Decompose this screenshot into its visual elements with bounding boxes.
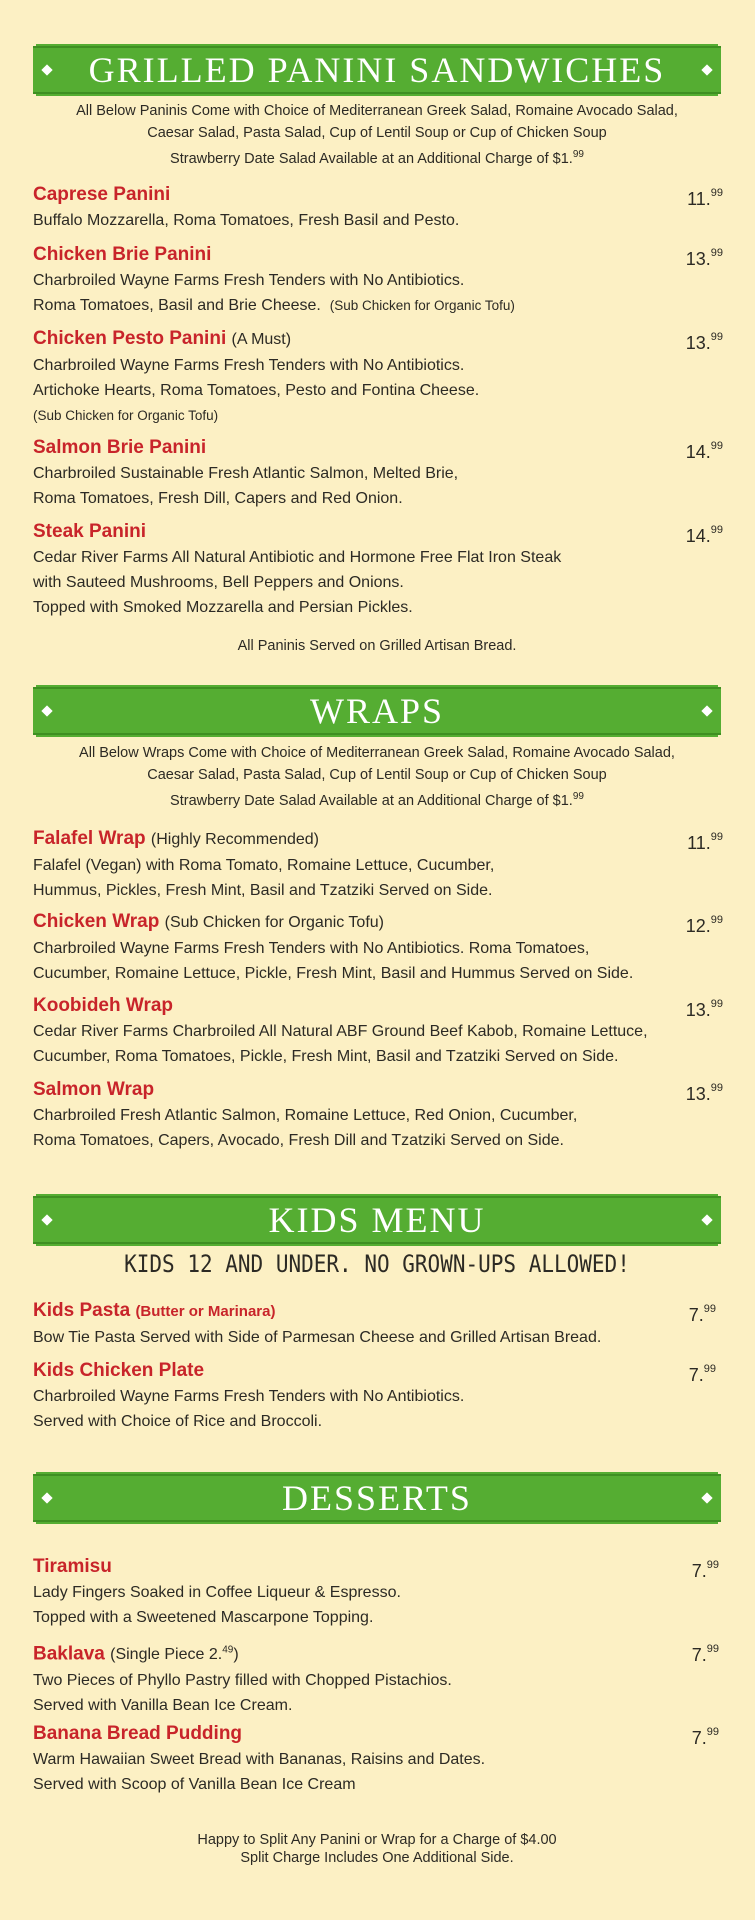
item-description: Charbroiled Sustainable Fresh Atlantic Salmon, Melted Brie, bbox=[33, 465, 459, 482]
item-price: 14.99 bbox=[685, 524, 723, 546]
item-description: with Sauteed Mushrooms, Bell Peppers and Onions. bbox=[33, 574, 404, 591]
item-description: Roma Tomatoes, Fresh Dill, Capers and Red Onion. bbox=[33, 490, 403, 507]
item-description: Cucumber, Romaine Lettuce, Pickle, Fresh Mint, Basil and Hummus Served on Side. bbox=[33, 965, 634, 982]
panini-section-header bbox=[33, 46, 721, 94]
item-description: Charbroiled Fresh Atlantic Salmon, Romaine Lettuce, Red Onion, Cucumber, bbox=[33, 1107, 578, 1124]
panini-note-line: Caesar Salad, Pasta Salad, Cup of Lentil Soup or Cup of Chicken Soup bbox=[147, 125, 607, 141]
menu-item-steak-panini bbox=[33, 519, 723, 620]
diamond-icon bbox=[41, 64, 52, 75]
wraps-note bbox=[33, 742, 721, 812]
item-price: 7.99 bbox=[688, 1303, 716, 1325]
item-description: Roma Tomatoes, Capers, Avocado, Fresh Dill and Tzatziki Served on Side. bbox=[33, 1132, 564, 1149]
menu-item-salmon-wrap bbox=[33, 1077, 723, 1153]
panini-note bbox=[33, 100, 721, 170]
menu-item-falafel-wrap bbox=[33, 826, 723, 903]
item-description: Cedar River Farms Charbroiled All Natural ABF Ground Beef Kabob, Romaine Lettuce, bbox=[33, 1023, 648, 1040]
item-price: 13.99 bbox=[685, 998, 723, 1020]
item-price: 11.99 bbox=[687, 187, 723, 209]
item-description: Cedar River Farms All Natural Antibiotic and Hormone Free Flat Iron Steak bbox=[33, 549, 562, 566]
diamond-icon bbox=[41, 1492, 52, 1503]
item-name: Kids Pasta bbox=[33, 1300, 131, 1321]
diamond-icon bbox=[701, 705, 712, 716]
item-price: 14.99 bbox=[685, 440, 723, 462]
item-price: 13.99 bbox=[685, 331, 723, 353]
desserts-section-header bbox=[33, 1474, 721, 1522]
item-description: Served with Vanilla Bean Ice Cream. bbox=[33, 1697, 293, 1715]
split-charge-line: Happy to Split Any Panini or Wrap for a Charge of $4.00 bbox=[197, 1832, 557, 1848]
item-name: Baklava bbox=[33, 1643, 105, 1665]
diamond-icon bbox=[701, 1214, 712, 1225]
item-name: Chicken Brie Panini bbox=[33, 244, 212, 265]
menu-item-tiramisu bbox=[33, 1554, 719, 1630]
kids-tagline: KIDS 12 AND UNDER. NO GROWN-UPS ALLOWED! bbox=[124, 1250, 630, 1278]
item-description: Topped with Smoked Mozzarella and Persian Pickles. bbox=[33, 599, 413, 616]
wraps-section-header bbox=[33, 687, 721, 735]
item-description: Warm Hawaiian Sweet Bread with Bananas, Raisins and Dates. bbox=[33, 1751, 486, 1768]
item-description: Bow Tie Pasta Served with Side of Parmesan Cheese and Grilled Artisan Bread. bbox=[33, 1329, 602, 1346]
menu-item-banana-bread-pudding bbox=[33, 1721, 719, 1797]
item-name: Chicken Wrap bbox=[33, 911, 160, 932]
kids-section-header bbox=[33, 1196, 721, 1244]
item-description-small: (Sub Chicken for Organic Tofu) bbox=[33, 408, 219, 423]
item-price: 7.99 bbox=[691, 1559, 719, 1581]
kids-section-title: KIDS MENU bbox=[268, 1200, 486, 1240]
panini-note-line: All Below Paninis Come with Choice of Mediterranean Greek Salad, Romaine Avocado Salad, bbox=[76, 103, 678, 119]
item-description: Charbroiled Wayne Farms Fresh Tenders with No Antibiotics. Roma Tomatoes, bbox=[33, 940, 590, 957]
item-description: Charbroiled Wayne Farms Fresh Tenders with No Antibiotics. bbox=[33, 272, 465, 289]
menu-item-koobideh-wrap bbox=[33, 993, 723, 1069]
wraps-note-line: Caesar Salad, Pasta Salad, Cup of Lentil Soup or Cup of Chicken Soup bbox=[147, 767, 607, 783]
item-note: (Single Piece 2.49) bbox=[110, 1645, 239, 1664]
item-name: Caprese Panini bbox=[33, 184, 171, 205]
panini-note-line: Strawberry Date Salad Available at an Additional Charge of $1.99 bbox=[170, 149, 584, 167]
menu-item-chicken-brie-panini bbox=[33, 242, 723, 318]
menu-item-chicken-pesto-panini bbox=[33, 326, 723, 428]
item-price: 7.99 bbox=[688, 1363, 716, 1385]
item-name: Koobideh Wrap bbox=[33, 995, 174, 1016]
item-description: Buffalo Mozzarella, Roma Tomatoes, Fresh Basil and Pesto. bbox=[33, 212, 460, 229]
item-description: Charbroiled Wayne Farms Fresh Tenders with No Antibiotics. bbox=[33, 357, 465, 374]
menu-item-baklava bbox=[33, 1638, 719, 1718]
item-note: (Butter or Marinara) bbox=[135, 1303, 276, 1320]
diamond-icon bbox=[701, 64, 712, 75]
item-note: (Sub Chicken for Organic Tofu) bbox=[164, 914, 384, 931]
item-name: Chicken Pesto Panini bbox=[33, 328, 227, 349]
diamond-icon bbox=[41, 705, 52, 716]
menu-item-caprese-panini bbox=[33, 182, 723, 233]
item-description: Lady Fingers Soaked in Coffee Liqueur & Espresso. bbox=[33, 1584, 401, 1601]
item-name: Steak Panini bbox=[33, 521, 146, 542]
diamond-icon bbox=[701, 1492, 712, 1503]
menu-item-kids-chicken-plate bbox=[33, 1358, 716, 1434]
item-description: Charbroiled Wayne Farms Fresh Tenders with No Antibiotics. bbox=[33, 1388, 465, 1405]
split-charge-note bbox=[33, 1831, 721, 1867]
diamond-icon bbox=[41, 1214, 52, 1225]
wraps-note-line: All Below Wraps Come with Choice of Mediterranean Greek Salad, Romaine Avocado Salad, bbox=[79, 745, 675, 761]
item-description: Topped with a Sweetened Mascarpone Topping. bbox=[33, 1609, 374, 1626]
wraps-note-line: Strawberry Date Salad Available at an Additional Charge of $1.99 bbox=[170, 791, 584, 809]
item-price: 13.99 bbox=[685, 247, 723, 269]
item-name: Salmon Wrap bbox=[33, 1079, 155, 1100]
split-charge-line: Split Charge Includes One Additional Side. bbox=[240, 1850, 514, 1866]
item-name: Tiramisu bbox=[33, 1556, 112, 1577]
item-price: 7.99 bbox=[691, 1643, 719, 1665]
item-description: Falafel (Vegan) with Roma Tomato, Romaine Lettuce, Cucumber, bbox=[33, 857, 495, 874]
item-description: Hummus, Pickles, Fresh Mint, Basil and Tzatziki Served on Side. bbox=[33, 882, 493, 899]
item-note: (Highly Recommended) bbox=[150, 831, 319, 848]
item-description: Two Pieces of Phyllo Pastry filled with Chopped Pistachios. bbox=[33, 1672, 452, 1690]
item-price: 13.99 bbox=[685, 1082, 723, 1104]
item-note: (A Must) bbox=[231, 331, 292, 348]
item-description: Cucumber, Roma Tomatoes, Pickle, Fresh Mint, Basil and Tzatziki Served on Side. bbox=[33, 1048, 619, 1065]
panini-section-title: GRILLED PANINI SANDWICHES bbox=[88, 50, 666, 90]
desserts-section-title: DESSERTS bbox=[282, 1478, 472, 1518]
item-name: Salmon Brie Panini bbox=[33, 437, 207, 458]
menu-item-chicken-wrap bbox=[33, 909, 723, 986]
item-description: Artichoke Hearts, Roma Tomatoes, Pesto and Fontina Cheese. bbox=[33, 382, 480, 399]
item-description: Served with Choice of Rice and Broccoli. bbox=[33, 1413, 323, 1430]
panini-footer-note: All Paninis Served on Grilled Artisan Bread. bbox=[237, 638, 517, 654]
wraps-section-title: WRAPS bbox=[309, 691, 445, 731]
item-name: Kids Chicken Plate bbox=[33, 1360, 205, 1381]
item-name: Banana Bread Pudding bbox=[33, 1723, 243, 1744]
item-price: 7.99 bbox=[691, 1726, 719, 1748]
item-price: 12.99 bbox=[685, 914, 723, 936]
item-description: Roma Tomatoes, Basil and Brie Cheese. (Sub Chicken for Organic Tofu) bbox=[33, 297, 515, 314]
item-price: 11.99 bbox=[687, 831, 723, 853]
item-name: Falafel Wrap bbox=[33, 828, 146, 849]
menu-item-kids-pasta bbox=[33, 1298, 716, 1350]
item-description: Served with Scoop of Vanilla Bean Ice Cream bbox=[33, 1776, 356, 1793]
menu-item-salmon-brie-panini bbox=[33, 435, 723, 511]
